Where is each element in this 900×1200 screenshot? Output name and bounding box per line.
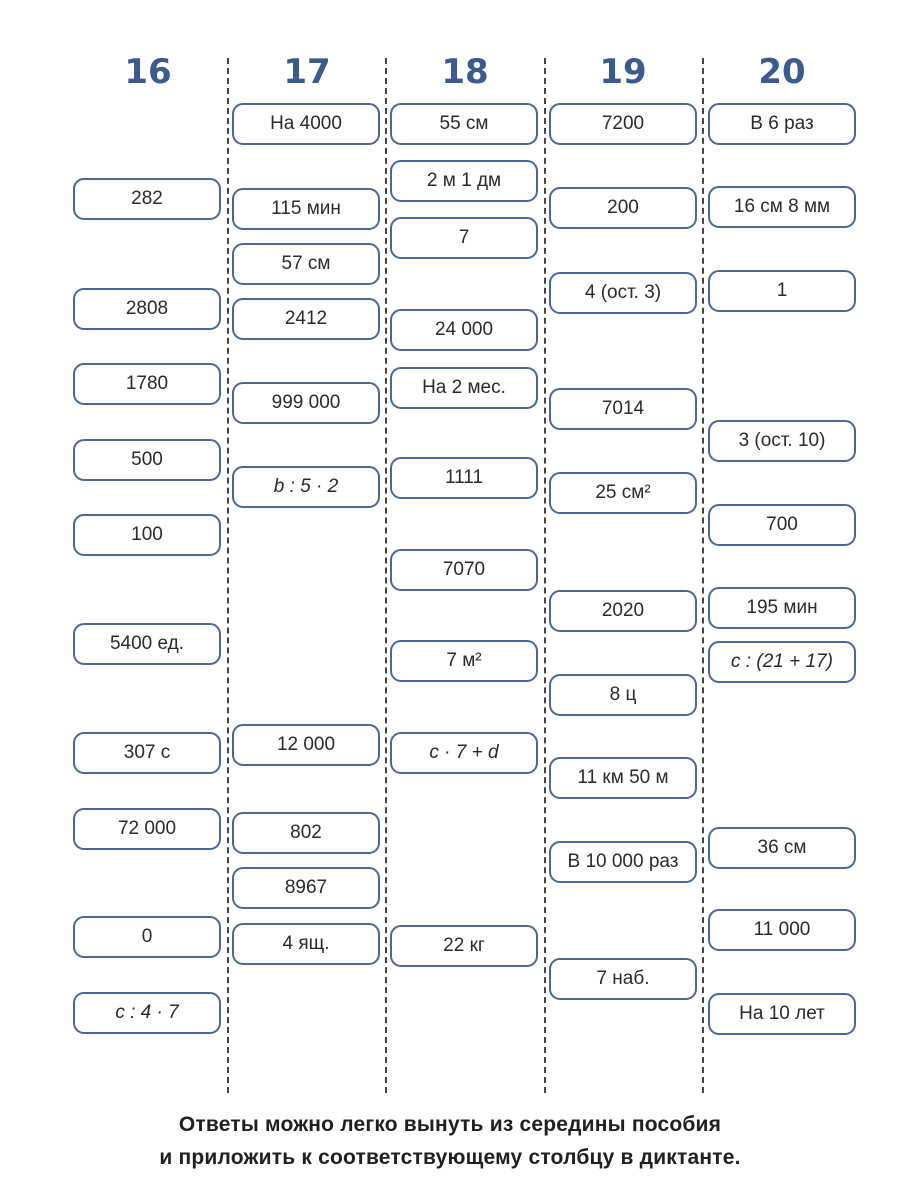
answer-card: На 4000: [232, 103, 380, 145]
column-divider: [702, 58, 704, 1093]
answer-card: 8967: [232, 867, 380, 909]
footer-note-line-1: Ответы можно легко вынуть из середины пособия: [178, 1113, 722, 1136]
answer-card: 57 см: [232, 243, 380, 285]
answer-card: 5400 ед.: [73, 623, 221, 665]
answer-card: 3 (ост. 10): [708, 420, 856, 462]
answer-card: На 2 мес.: [390, 367, 538, 409]
column-divider: [544, 58, 546, 1093]
answer-card: [390, 732, 538, 774]
answer-card: 55 см: [390, 103, 538, 145]
answer-card: 115 мин: [232, 188, 380, 230]
column-header-19: 19: [599, 52, 647, 92]
answer-card: 12 000: [232, 724, 380, 766]
answer-card: 7 наб.: [549, 958, 697, 1000]
answer-card: На 10 лет: [708, 993, 856, 1035]
answer-card: 7 м²: [390, 640, 538, 682]
answer-card: 500: [73, 439, 221, 481]
answer-card: 200: [549, 187, 697, 229]
answer-card-text: c : (21 + 17): [731, 651, 833, 672]
answer-card: 0: [73, 916, 221, 958]
answer-card-text: c : 4 · 7: [115, 1002, 179, 1023]
answer-card: 802: [232, 812, 380, 854]
answer-card: 2412: [232, 298, 380, 340]
answer-card: 7070: [390, 549, 538, 591]
answer-card: [73, 992, 221, 1034]
answer-card: 72 000: [73, 808, 221, 850]
footer-note: [0, 1108, 900, 1174]
answer-card: 7: [390, 217, 538, 259]
column-header-20: 20: [758, 52, 806, 92]
answer-card-text: b : 5 · 2: [273, 476, 339, 497]
answer-card: 4 ящ.: [232, 923, 380, 965]
answer-card: В 10 000 раз: [549, 841, 697, 883]
answer-card: 307 с: [73, 732, 221, 774]
answer-card: 2 м 1 дм: [390, 160, 538, 202]
answer-card: 4 (ост. 3): [549, 272, 697, 314]
answer-card: 24 000: [390, 309, 538, 351]
answer-card: 999 000: [232, 382, 380, 424]
answer-card: [232, 466, 380, 508]
answer-card: 2808: [73, 288, 221, 330]
answer-card: 7200: [549, 103, 697, 145]
answer-card: 7014: [549, 388, 697, 430]
answer-card: 25 см²: [549, 472, 697, 514]
answer-card: 195 мин: [708, 587, 856, 629]
column-header-16: 16: [124, 52, 172, 92]
answer-card: 36 см: [708, 827, 856, 869]
column-header-18: 18: [441, 52, 489, 92]
answer-card: 100: [73, 514, 221, 556]
answer-card-text: c · 7 + d: [429, 742, 499, 763]
answer-card: 22 кг: [390, 925, 538, 967]
answer-card: [708, 641, 856, 683]
answer-card: В 6 раз: [708, 103, 856, 145]
answer-card: 1: [708, 270, 856, 312]
answer-card: 11 км 50 м: [549, 757, 697, 799]
answer-card: 8 ц: [549, 674, 697, 716]
column-divider: [385, 58, 387, 1093]
column-divider: [227, 58, 229, 1093]
column-header-17: 17: [283, 52, 331, 92]
answer-card: 2020: [549, 590, 697, 632]
footer-note-line-2: и приложить к соответствующему столбцу в диктанте.: [159, 1146, 741, 1169]
answer-card: 1780: [73, 363, 221, 405]
answer-card: 282: [73, 178, 221, 220]
answer-card: 700: [708, 504, 856, 546]
answer-card: 16 см 8 мм: [708, 186, 856, 228]
answer-card: 1111: [390, 457, 538, 499]
answer-card: 11 000: [708, 909, 856, 951]
